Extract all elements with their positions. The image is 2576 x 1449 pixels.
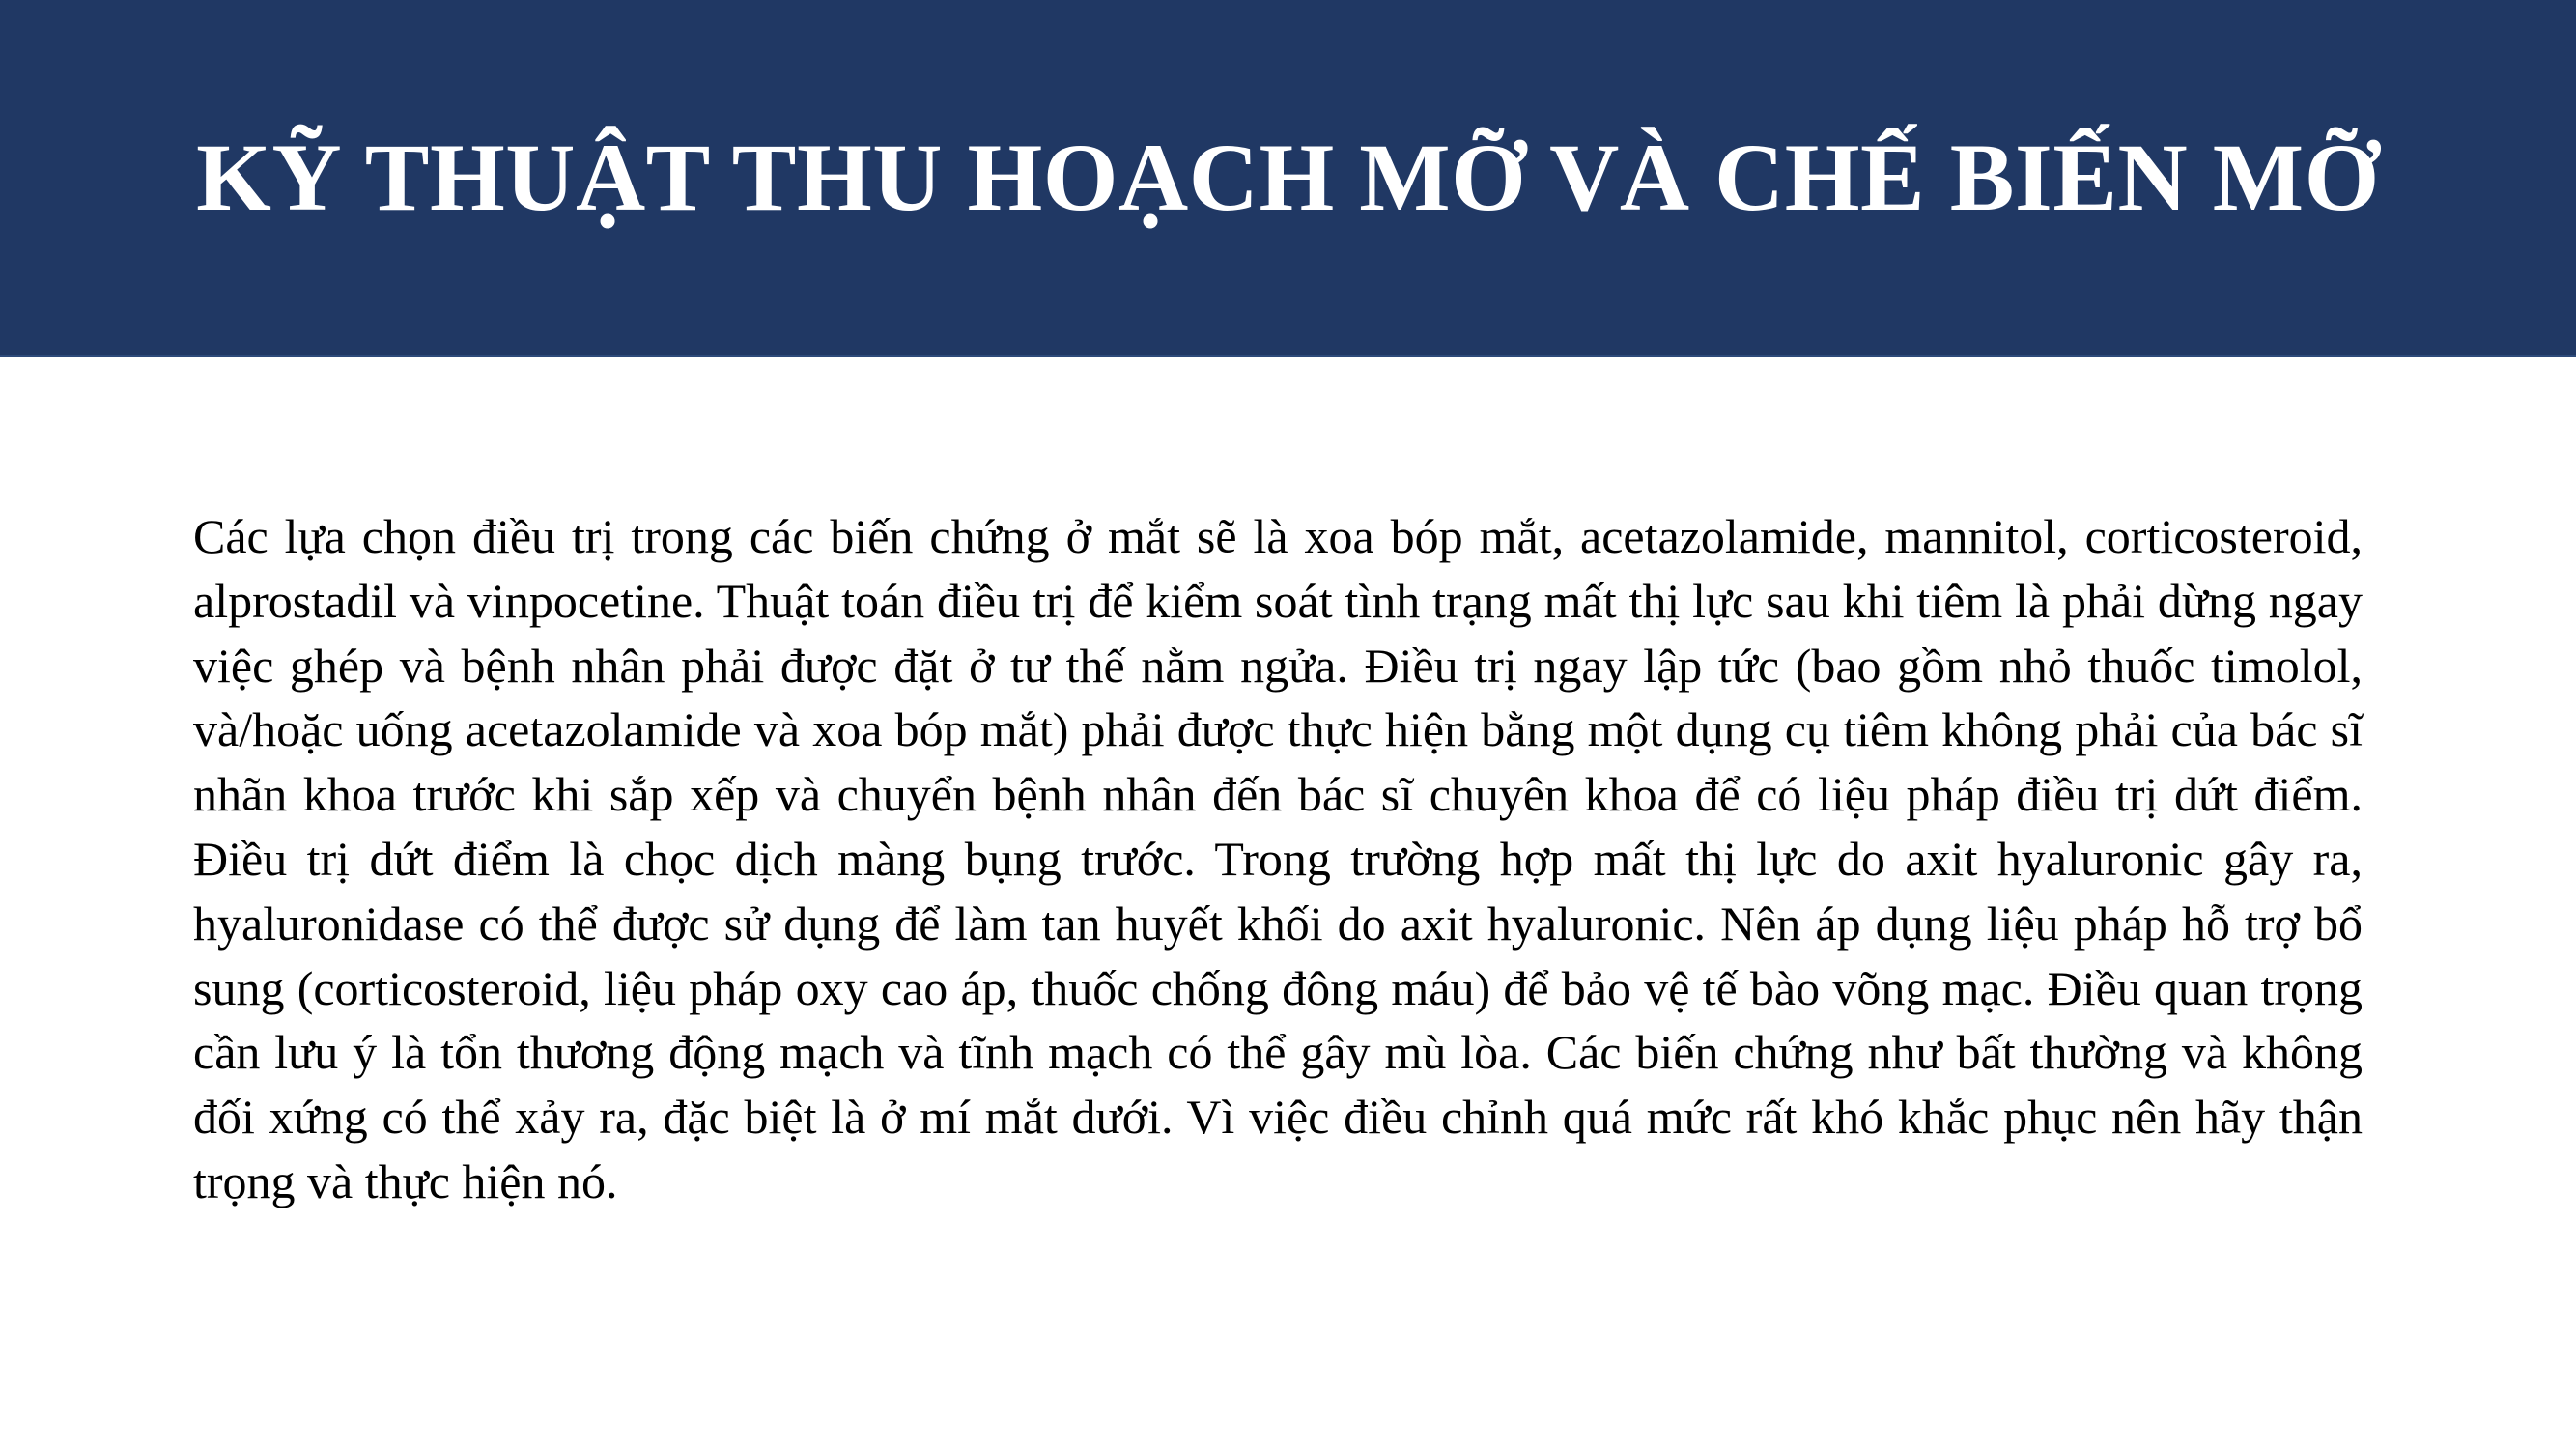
title-bar [0,0,2576,357]
body-paragraph: Các lựa chọn điều trị trong các biến chứng ở mắt sẽ là xoa bóp mắt, acetazolamide, mannitol, corticosteroid, alprostadil và vinpocetine. Thuật toán điều trị để kiểm soát tình trạng mất thị lực sau khi tiêm là phải dừng ngay việc ghép và bệnh nhân phải được đặt ở tư thế nằm ngửa. Điều trị ngay lập tức (bao gồm nhỏ thuốc timolol, và/hoặc uống acetazolamide và xoa bóp mắt) phải được thực hiện bằng một dụng cụ tiêm không phải của bác sĩ nhãn khoa trước khi sắp xếp và chuyển bệnh nhân đến bác sĩ chuyên khoa để có liệu pháp điều trị dứt điểm. Điều trị dứt điểm là chọc dịch màng bụng trước. Trong trường hợp mất thị lực do axit hyaluronic gây ra, hyaluronidase có thể được sử dụng để làm tan huyết khối do axit hyaluronic. Nên áp dụng liệu pháp hỗ trợ bổ sung (corticosteroid, liệu pháp oxy cao áp, thuốc chống đông máu) để bảo vệ tế bào võng mạc. Điều quan trọng cần lưu ý là tổn thương động mạch và tĩnh mạch có thể gây mù lòa. Các biến chứng như bất thường và không đối xứng có thể xảy ra, đặc biệt là ở mí mắt dưới. Vì việc điều chỉnh quá mức rất khó khắc phục nên hãy thận trọng và thực hiện nó. [193,509,2363,1208]
slide-title: KỸ THUẬT THU HOẠCH MỠ VÀ CHẾ BIẾN MỠ [196,124,2380,231]
